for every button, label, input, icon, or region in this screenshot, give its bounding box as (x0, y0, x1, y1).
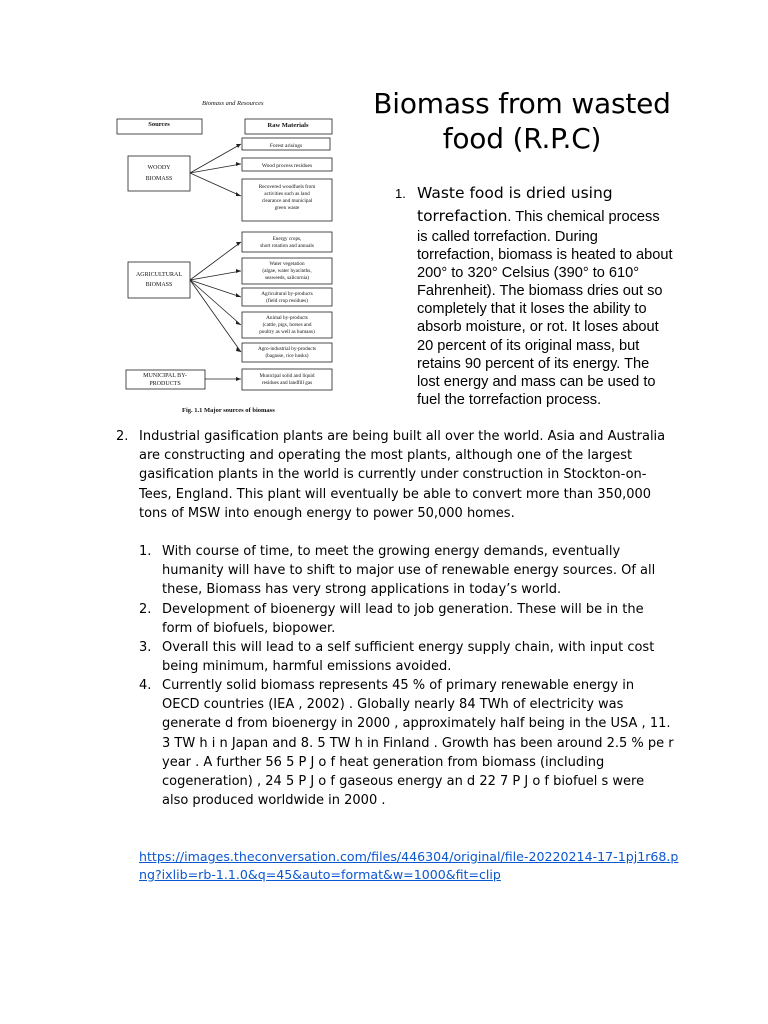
raw-box-4 (242, 232, 332, 252)
raw-text-4b: short rotation and annuals (260, 243, 314, 249)
raw-text-5a: Water vegetation (269, 261, 305, 267)
figure-arrows (190, 144, 241, 379)
raw-text-7b: (cattle, pigs, horses and (262, 322, 312, 328)
raw-text-8a: Agro-industrial by-products (257, 346, 317, 352)
figure-caption: Fig. 1.1 Major sources of biomass (182, 407, 275, 414)
source-box-agricultural (128, 262, 190, 298)
arrow-ag-5 (190, 280, 241, 352)
arrow-ag-1 (190, 242, 241, 280)
raw-text-7a: Animal by-products (266, 315, 308, 321)
raw-text-3c: clearance and municipal (261, 198, 313, 204)
item2-paragraph: Industrial gasification plants are being built all over the world. Asia and Australia are constructing and operating the most plants, although one of the largest gasification plants in the world is currently under construction in Stockton-on-Tees, England. This plant will eventually be able to convert more than 350,000 tons of MSW into enough energy to power 50,000 homes. (139, 429, 666, 521)
item1-text: . This chemical process is called torrefaction. During torrefaction, biomass is heated to about 200° to 320° Celsius (390° to 610° Fahrenheit). The biomass dries out so completely that it loses the ability to absorb moisture, or rot. It loses about 20 percent of its original mass, but retains 90 percent of its energy. The lost energy and mass can be used to fuel the torrefaction process. (417, 209, 673, 408)
page-title: Biomass from wasted food (R.P.C) (373, 87, 671, 155)
raw-text-3d: green waste (274, 205, 300, 211)
raw-text-6b: (field crop residues) (266, 298, 308, 304)
raw-text-5b: (algae, water hyacinths, (262, 268, 312, 274)
source-box-woody (128, 156, 190, 191)
arrow-ag-2 (190, 271, 241, 280)
sublist-item-4-number: 4. (139, 678, 152, 693)
raw-text-9a: Municipal solid and liquid (259, 373, 315, 379)
arrowhead-8 (236, 347, 241, 352)
source-image-link[interactable]: https://images.theconversation.com/files/446304/original/file-20220214-17-1pj1r68.png?ixlib=rb-1.1.0&q=45&auto=format&w=1000&fit=clip (139, 849, 679, 882)
sublist-item-2: Development of bioenergy will lead to job generation. These will be in the form of biofuels, biopower. (162, 602, 644, 637)
raw-text-1: Forest arisings (269, 143, 303, 149)
source-label-municipal: MUNICIPAL BY- (143, 373, 187, 379)
arrowhead-2 (236, 162, 241, 166)
raw-text-7c: poultry as well as humans) (259, 329, 315, 335)
raw-text-5c: seaweeds, salicornia) (264, 275, 310, 281)
source-label-agricultural: AGRICULTURAL (135, 272, 183, 278)
raw-text-8b: (bagasse, rice husks) (265, 353, 309, 359)
raw-text-9b: residues and landfill gas (261, 380, 313, 386)
sources-header-label: Sources (148, 121, 170, 128)
source-label-municipal-2: PRODUCTS (149, 381, 181, 387)
arrow-ag-3 (190, 280, 241, 297)
source-label-agricultural-2: BIOMASS (145, 282, 173, 288)
sublist-item-2-number: 2. (139, 602, 152, 617)
figure-header-caption: Biomass and Resources (202, 100, 264, 107)
raw-text-6a: Agricultural by-products (261, 291, 313, 297)
arrow-woody-3 (190, 173, 241, 196)
raw-text-2: Wood process residues (261, 163, 313, 169)
item1-number: 1. (395, 186, 406, 201)
source-label-woody-2: BIOMASS (145, 176, 173, 182)
sublist-item-4: Currently solid biomass represents 45 % of primary renewable energy in OECD countries (IEA , 2002) . Globally nearly 84 TWh of electricity was generate d from bioenergy in 2000 , approximately half being in the USA , 11. 3 TW h i n Japan and 8. 5 TW h in Finland . Growth has been around 2.5 % pe r year . A further 56 5 P J o f heat generation from biomass (including cogeneration) , 24 5 P J o f gaseous energy an d 22 7 P J o f biofuel s were also produced worldwide in 2000 . (162, 678, 674, 809)
raw-header-label: Raw Materials (267, 122, 309, 129)
arrow-ag-4 (190, 280, 241, 325)
sublist-item-1-number: 1. (139, 544, 152, 559)
sublist-item-3-number: 3. (139, 640, 152, 655)
raw-text-3a: Recovered woodfuels from (258, 184, 316, 190)
source-label-woody: WOODY (147, 165, 171, 171)
arrowhead-5 (236, 269, 241, 273)
raw-text-4a: Energy crops, (272, 236, 302, 242)
sublist-item-3: Overall this will lead to a self sufficient energy supply chain, with input cost being minimum, harmful emissions avoided. (162, 640, 655, 675)
item1-paragraph (417, 182, 673, 409)
arrowhead-9 (236, 377, 241, 381)
item2-number: 2. (116, 429, 129, 444)
biomass-sources-figure (110, 96, 350, 421)
item1-lead: Waste food is dried using torrefaction (417, 184, 613, 225)
sublist-item-1: With course of time, to meet the growing energy demands, eventually humanity will have to shift to major use of renewable energy sources. Of all these, Biomass has very strong applications in today’s world. (162, 544, 656, 598)
raw-text-3b: activities such as land (264, 191, 310, 197)
